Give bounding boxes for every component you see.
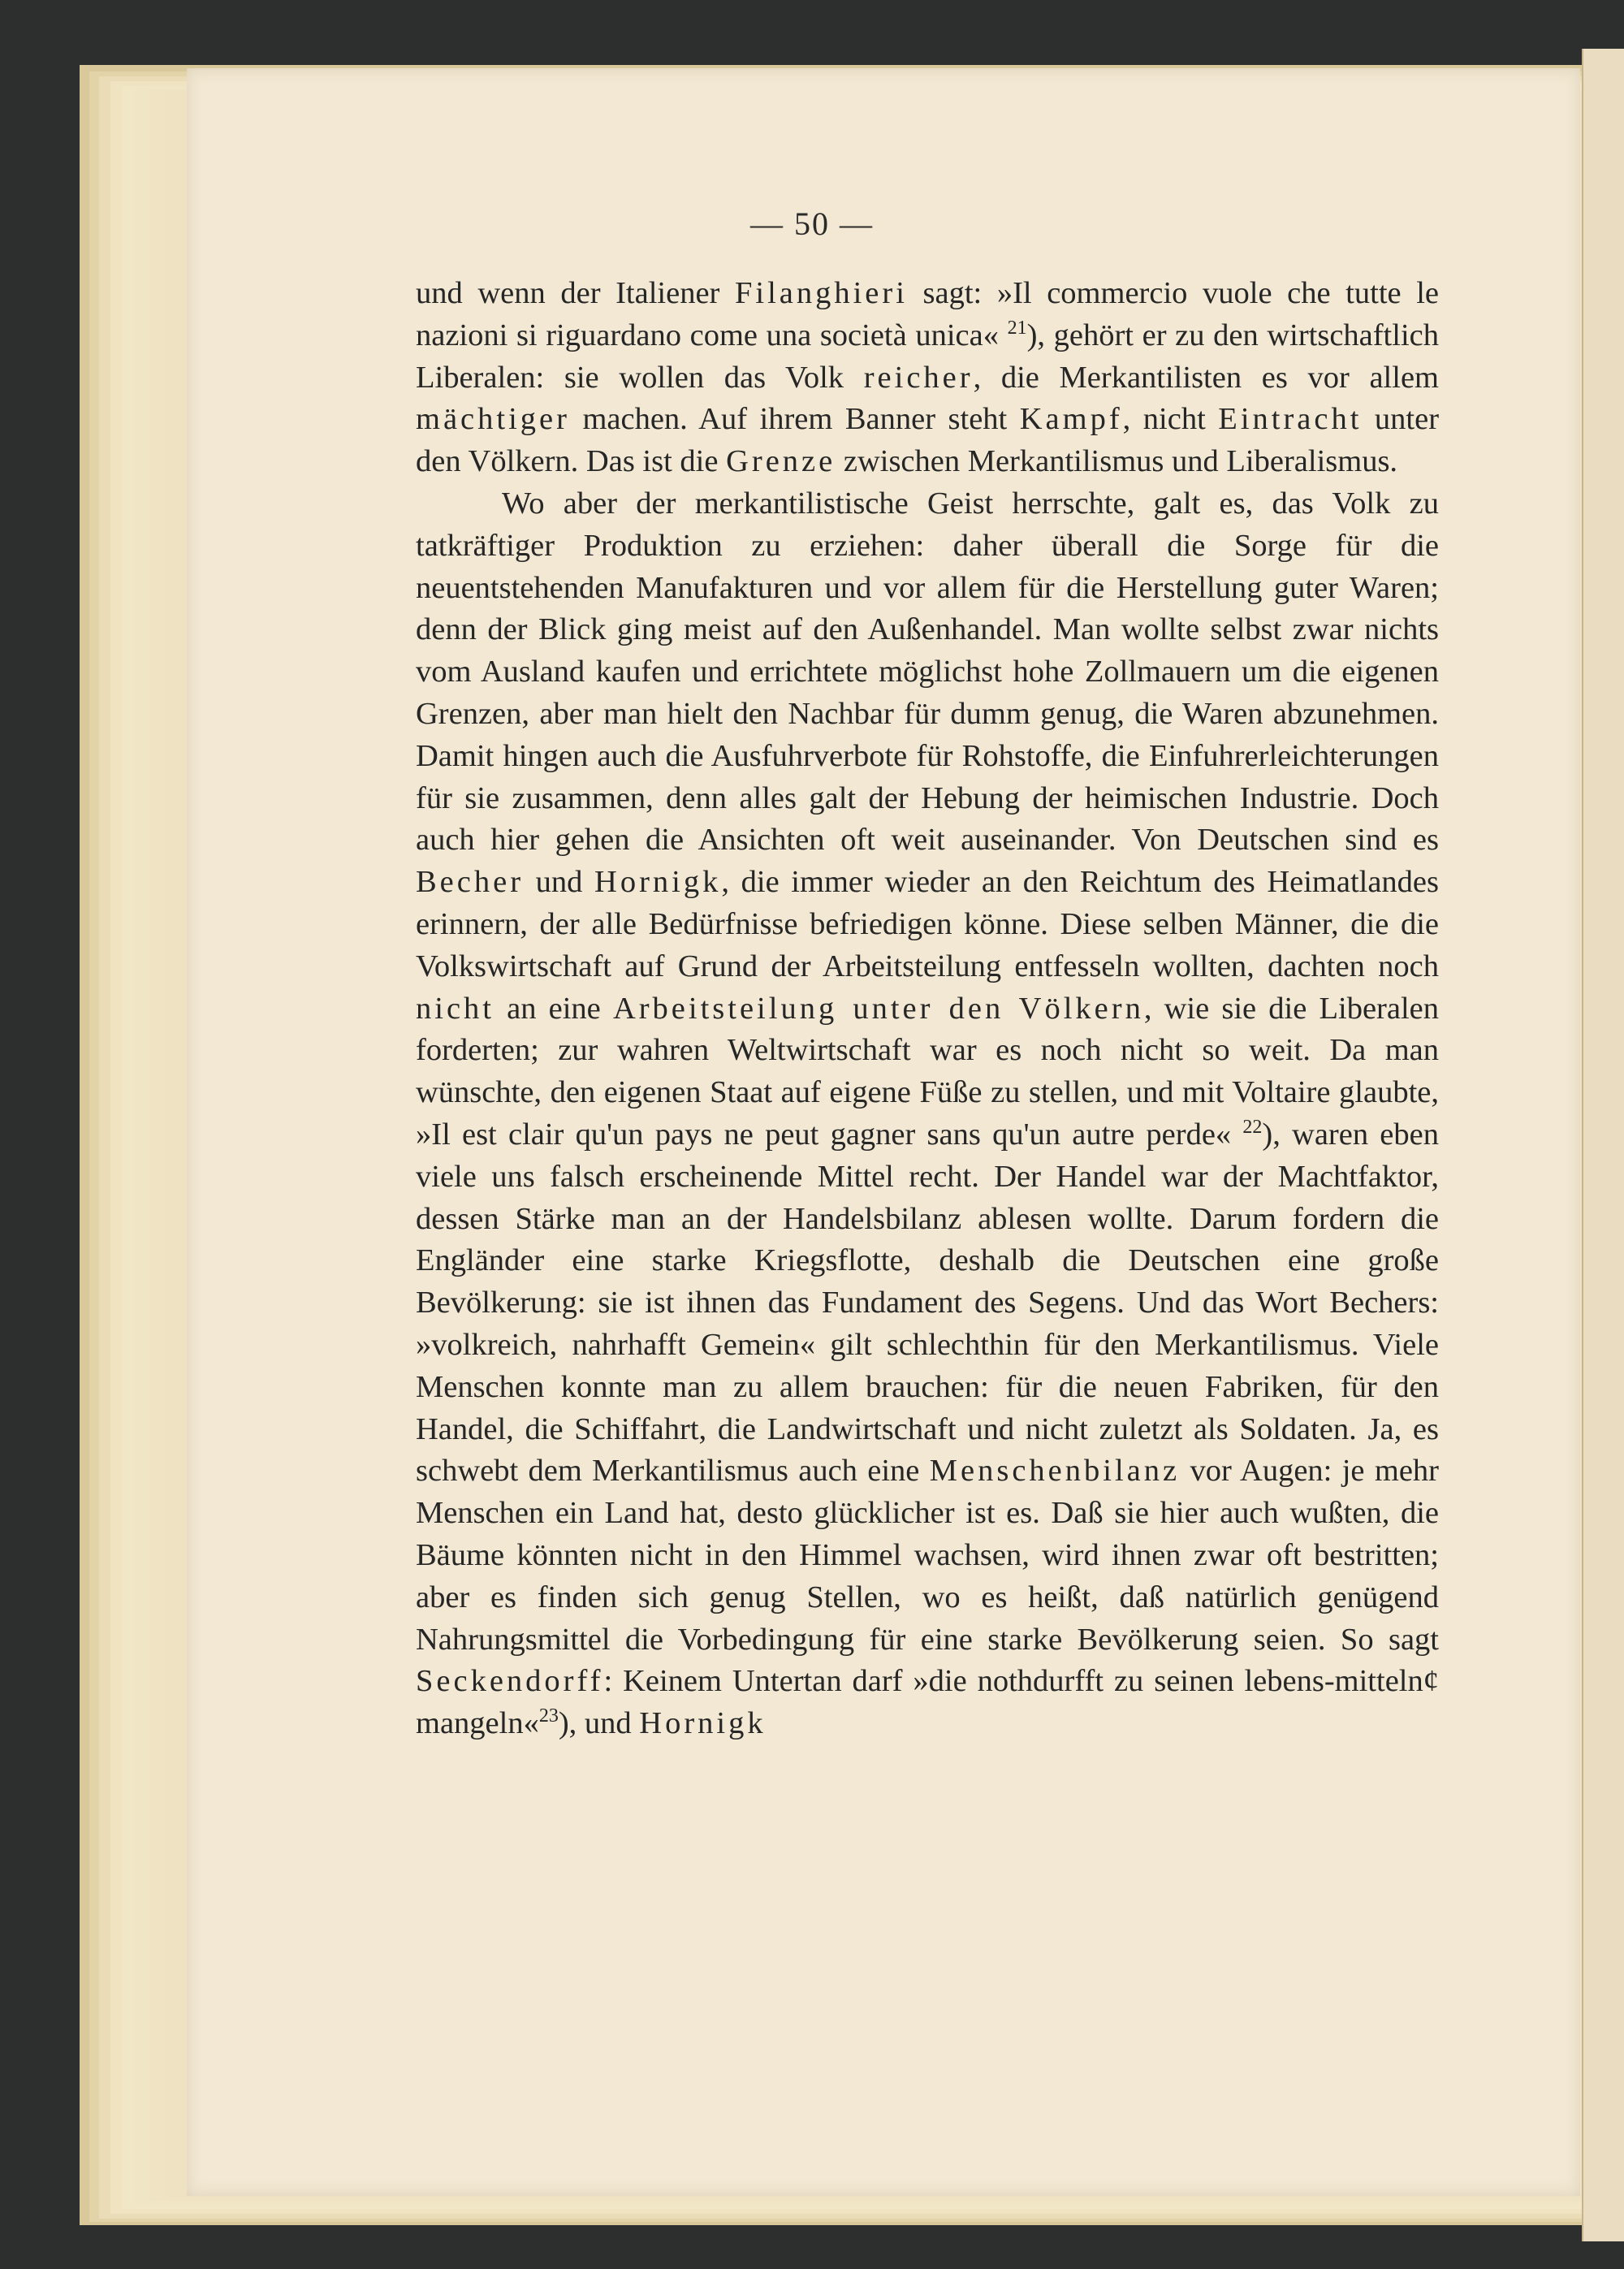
emphasis: reicher bbox=[863, 360, 974, 395]
person-name: Seckendorff bbox=[416, 1664, 604, 1699]
footnote-ref: 21 bbox=[1007, 317, 1027, 339]
person-name: Hornigk bbox=[594, 865, 722, 900]
person-name: Becher bbox=[416, 865, 525, 900]
facing-page-edge bbox=[1582, 49, 1624, 2241]
paragraph-1: und wenn der Italiener Filanghieri sagt: »Il commercio vuole che tutte le nazioni si riguardano come una società unica« $^{21}$), gehört er zu den wirtschaftlich Liberalen: sie wollen das Volk reicher, die Merkantilisten es vor allem mächtiger machen. Auf ihrem Banner steht Kampf, nicht Eintracht unter den Völkern. Das ist die Grenze zwischen Merkantilismus und Liberalismus. bbox=[416, 276, 1440, 479]
emphasis: mächtiger bbox=[416, 402, 570, 437]
emphasis: Arbeitsteilung unter den Völkern bbox=[612, 991, 1144, 1026]
emphasis: Kampf bbox=[1019, 402, 1123, 437]
paragraph-2: Wo aber der merkantilistische Geist herrschte, galt es, das Volk zu tatkräftiger Produktion zu erziehen: daher überall die Sorge für die neuentstehenden Manufakturen und vor allem für die Herstellung guter Waren; denn der Blick ging meist auf den Außenhandel. Man wollte selbst zwar nichts vom Ausland kaufen und errichtete möglichst hohe Zollmauern um die eigenen Grenzen, aber man hielt den Nachbar für dumm genug, die Waren abzunehmen. Damit hingen auch die Ausfuhrverbote für Rohstoffe, die Einfuhrerleichterungen für sie zusammen, denn alles galt der Hebung der heimischen Industrie. Doch auch hier gehen die Ansichten oft weit auseinander. Von Deutschen sind es Becher und Hornigk, die immer wieder an den Reichtum des Heimatlandes erinnern, der alle Bedürfnisse befriedigen könne. Diese selben Männer, die die Volkswirtschaft auf Grund der Arbeitsteilung entfesseln wollten, dachten noch nicht an eine Arbeitsteilung unter den Völkern, wie sie die Liberalen forderten; zur wahren Weltwirtschaft war es noch nicht so weit. Da man wünschte, den eigenen Staat auf eigene Füße zu stellen, und mit Voltaire glaubte, »Il est clair qu'un pays ne peut gagner sans qu'un autre perde« $^{22}$), waren eben viele uns falsch erscheinende Mittel recht. Der Handel war der Machtfaktor, dessen Stärke man an der Handelsbilanz ablesen wollte. Darum fordern die Engländer eine starke Kriegsflotte, deshalb die Deutschen eine große Bevölkerung: sie ist ihnen das Fundament des Segens. Und das Wort Bechers: »volkreich, nahrhafft Gemein« gilt schlechthin für den Merkantilismus. Viele Menschen konnte man zu allem brauchen: für die neuen Fabriken, für den Handel, die Schiffahrt, die Landwirtschaft und nicht zuletzt als Soldaten. Ja, es schwebt dem Merkantilismus auch eine Menschenbilanz vor Augen: je mehr Menschen ein Land hat, desto glücklicher ist es. Daß sie hier auch wußten, die Bäume könnten nicht in den Himmel wachsen, wird ihnen zwar oft bestritten; aber es finden sich genug Stellen, wo es heißt, daß natürlich genügend Nahrungsmittel die Vorbedingung für eine starke Bevölkerung seien. So sagt Seckendorff: Keinem Untertan darf »die nothdurfft zu seinen lebens-mitteln¢ mangeln«$^{23}$), und Hornigk bbox=[416, 486, 1439, 1741]
emphasis: Grenze bbox=[726, 444, 836, 479]
page-number: — 50 — bbox=[750, 205, 874, 242]
person-name: Hornigk bbox=[639, 1706, 767, 1741]
footnote-ref: 23 bbox=[538, 1705, 559, 1727]
emphasis: Eintracht bbox=[1218, 402, 1363, 437]
emphasis: Menschenbilanz bbox=[929, 1454, 1181, 1489]
person-name: Filanghieri bbox=[734, 276, 908, 310]
emphasis: nicht bbox=[416, 991, 495, 1026]
body-text bbox=[416, 273, 1439, 1745]
footnote-ref: 22 bbox=[1242, 1116, 1263, 1138]
